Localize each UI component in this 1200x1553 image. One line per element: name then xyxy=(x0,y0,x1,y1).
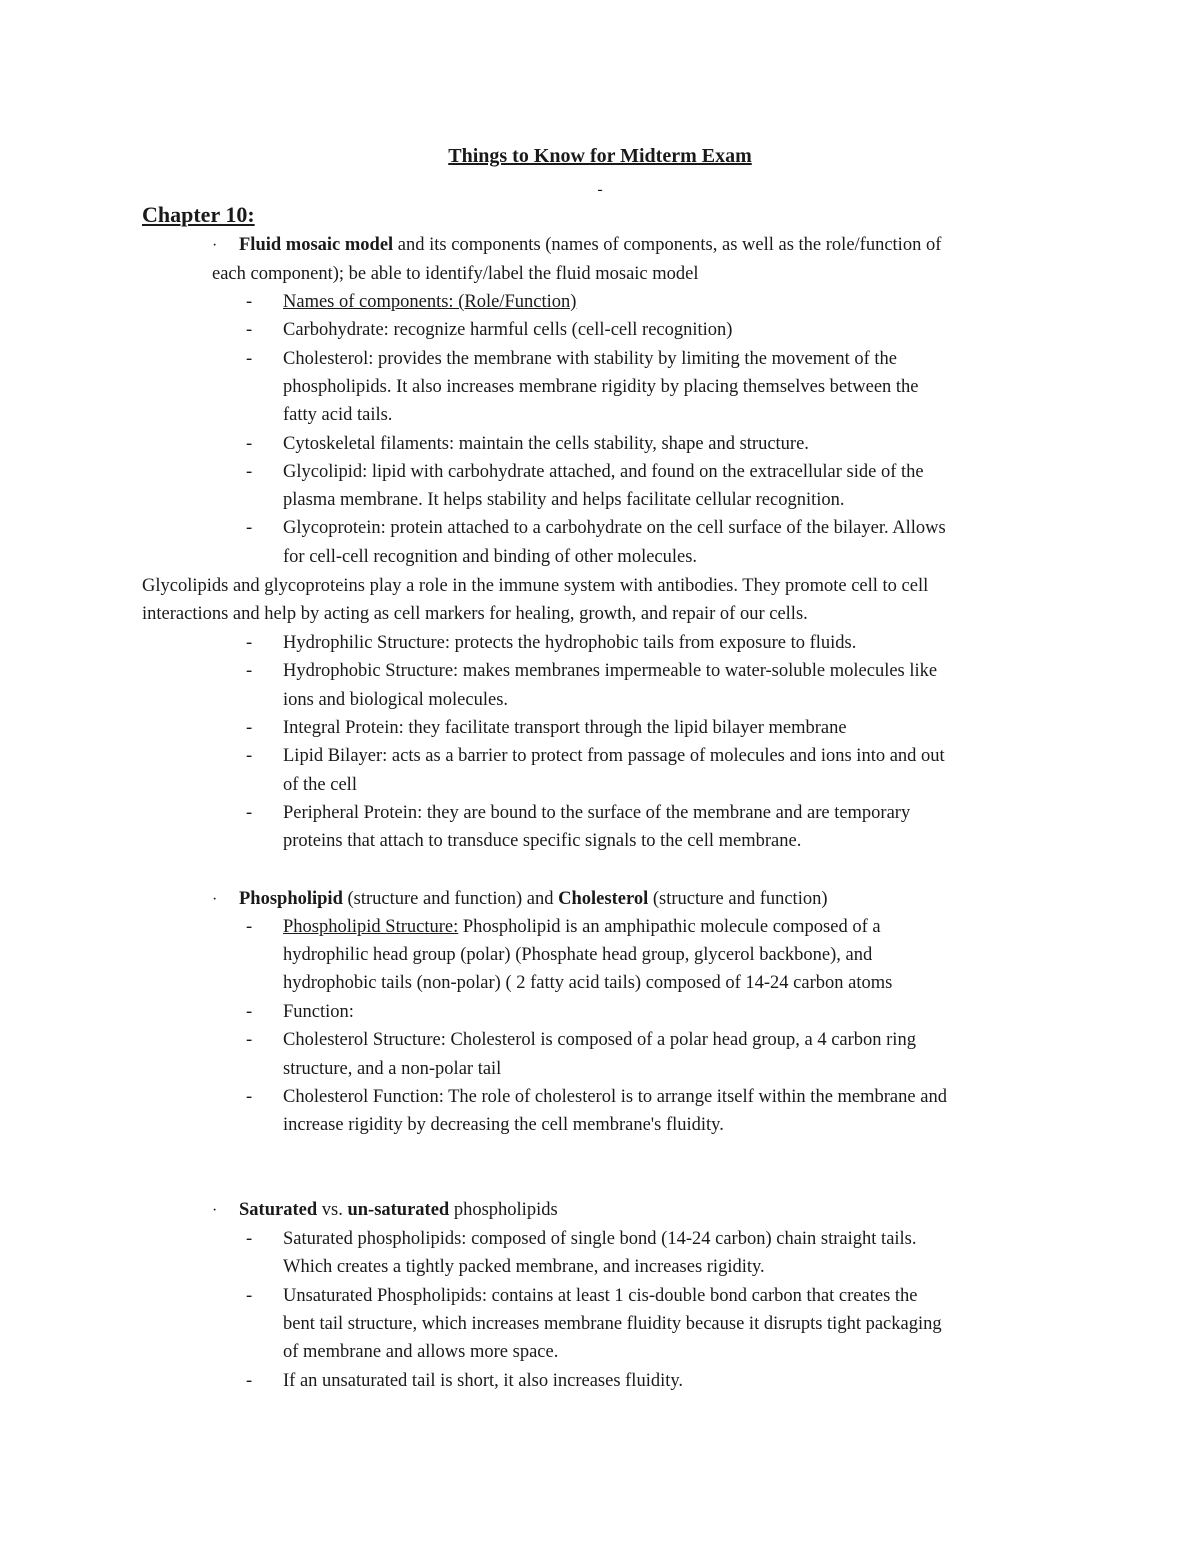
paragraph-line-1: Glycolipids and glycoproteins play a role in the immune system with antibodies. They promote cell to cell xyxy=(142,576,929,596)
section-2-text-1: (structure and function) and xyxy=(342,889,559,909)
list-item-line: Lipid Bilayer: acts as a barrier to protect from passage of molecules and ions into and out xyxy=(283,746,945,767)
list-dash: - xyxy=(246,433,253,454)
list-dash: - xyxy=(246,661,253,682)
bullet-marker: · xyxy=(212,891,218,908)
bullet-marker: · xyxy=(212,237,218,254)
list-item-line: bent tail structure, which increases membrane fluidity because it disrupts tight packaging xyxy=(283,1313,942,1334)
list-item-line: Glycoprotein: protein attached to a carbohydrate on the cell surface of the bilayer. Allows xyxy=(283,518,946,539)
list-item-line: of membrane and allows more space. xyxy=(283,1342,559,1363)
list-dash: - xyxy=(246,461,253,482)
list-dash: - xyxy=(246,320,253,341)
chapter-heading: Chapter 10: xyxy=(142,202,255,227)
list-item-line: Carbohydrate: recognize harmful cells (cell-cell recognition) xyxy=(283,320,733,341)
section-2-heading xyxy=(239,887,828,911)
list-item-line: Integral Protein: they facilitate transport through the lipid bilayer membrane xyxy=(283,717,847,738)
list-item-line: Cholesterol: provides the membrane with stability by limiting the movement of the xyxy=(283,348,897,369)
section-2-bold-term-2: Cholesterol xyxy=(558,889,649,909)
phospholipid-structure-text: Phospholipid is an amphipathic molecule composed of a xyxy=(458,917,881,937)
list-item-line: Glycolipid: lipid with carbohydrate attached, and found on the extracellular side of the xyxy=(283,461,924,482)
section-1-heading-line2: each component); be able to identify/label the fluid mosaic model xyxy=(212,264,699,284)
section-1-bold-term: Fluid mosaic model xyxy=(239,235,394,255)
list-item-line: phospholipids. It also increases membrane rigidity by placing themselves between the xyxy=(283,376,919,397)
list-item-line: of the cell xyxy=(283,774,357,795)
section-3-text-1: vs. xyxy=(317,1200,348,1220)
list-dash: - xyxy=(246,1030,253,1051)
list-item-line: If an unsaturated tail is short, it also increases fluidity. xyxy=(283,1370,684,1391)
list-dash: - xyxy=(246,633,253,653)
list-item-line: ions and biological molecules. xyxy=(283,689,509,710)
title-dash: - xyxy=(597,181,603,198)
section-2-text-2: (structure and function) xyxy=(648,889,828,909)
list-item-line: Cytoskeletal filaments: maintain the cells stability, shape and structure. xyxy=(283,433,809,454)
phospholipid-structure-line3: hydrophobic tails (non-polar) ( 2 fatty acid tails) composed of 14-24 carbon atoms xyxy=(283,973,893,993)
section-1-heading xyxy=(239,233,941,257)
list-item-line: for cell-cell recognition and binding of other molecules. xyxy=(283,546,698,567)
list-item-line: fatty acid tails. xyxy=(283,405,393,426)
list-item-line: Hydrophilic Structure: protects the hydrophobic tails from exposure to fluids. xyxy=(283,633,857,653)
list-item-line: Unsaturated Phospholipids: contains at least 1 cis-double bond carbon that creates the xyxy=(283,1285,918,1306)
list-item-line: Saturated phospholipids: composed of single bond (14-24 carbon) chain straight tails. xyxy=(283,1229,917,1249)
section-2-bold-term-1: Phospholipid xyxy=(239,889,343,909)
section-3-bold-term-1: Saturated xyxy=(239,1200,318,1220)
list-item-line: plasma membrane. It helps stability and helps facilitate cellular recognition. xyxy=(283,490,845,511)
phospholipid-structure-label: Phospholipid Structure: xyxy=(283,917,459,937)
list-dash: - xyxy=(246,292,253,312)
list-dash: - xyxy=(246,717,253,738)
list-item-line: proteins that attach to transduce specific signals to the cell membrane. xyxy=(283,831,802,852)
section-3-heading xyxy=(239,1198,558,1222)
list-item-line: Function: xyxy=(283,1002,354,1022)
list-item-line: Hydrophobic Structure: makes membranes impermeable to water-soluble molecules like xyxy=(283,661,938,682)
paragraph-line-2: interactions and help by acting as cell markers for healing, growth, and repair of our cells. xyxy=(142,604,808,624)
list-dash: - xyxy=(246,1086,253,1107)
section-3-text-2: phospholipids xyxy=(449,1200,558,1220)
section-2-item-phospholipid-structure xyxy=(283,915,881,939)
list-item-line: Which creates a tightly packed membrane, and increases rigidity. xyxy=(283,1257,765,1278)
list-dash: - xyxy=(246,1285,253,1306)
list-item-line: structure, and a non-polar tail xyxy=(283,1058,502,1079)
list-item-line: Cholesterol Function: The role of cholesterol is to arrange itself within the membrane and xyxy=(283,1086,947,1107)
section-1-heading-text: and its components (names of components, as well as the role/function of xyxy=(393,235,942,255)
list-dash: - xyxy=(246,802,253,823)
list-dash: - xyxy=(246,917,253,937)
list-dash: - xyxy=(246,348,253,369)
page-title: Things to Know for Midterm Exam xyxy=(448,145,752,167)
list-item-line: Peripheral Protein: they are bound to the surface of the membrane and are temporary xyxy=(283,802,911,823)
list-item-line: Cholesterol Structure: Cholesterol is composed of a polar head group, a 4 carbon ring xyxy=(283,1030,916,1051)
list-dash: - xyxy=(246,1370,253,1391)
section-3-bold-term-2: un-saturated xyxy=(347,1200,450,1220)
list-dash: - xyxy=(246,1229,253,1249)
list-dash: - xyxy=(246,746,253,767)
list-item-line: Names of components: (Role/Function) xyxy=(283,292,577,312)
list-dash: - xyxy=(246,518,253,539)
list-dash: - xyxy=(246,1002,253,1022)
list-item-line: increase rigidity by decreasing the cell membrane's fluidity. xyxy=(283,1115,724,1136)
bullet-marker: · xyxy=(212,1202,218,1219)
phospholipid-structure-line2: hydrophilic head group (polar) (Phosphate head group, glycerol backbone), and xyxy=(283,945,873,965)
